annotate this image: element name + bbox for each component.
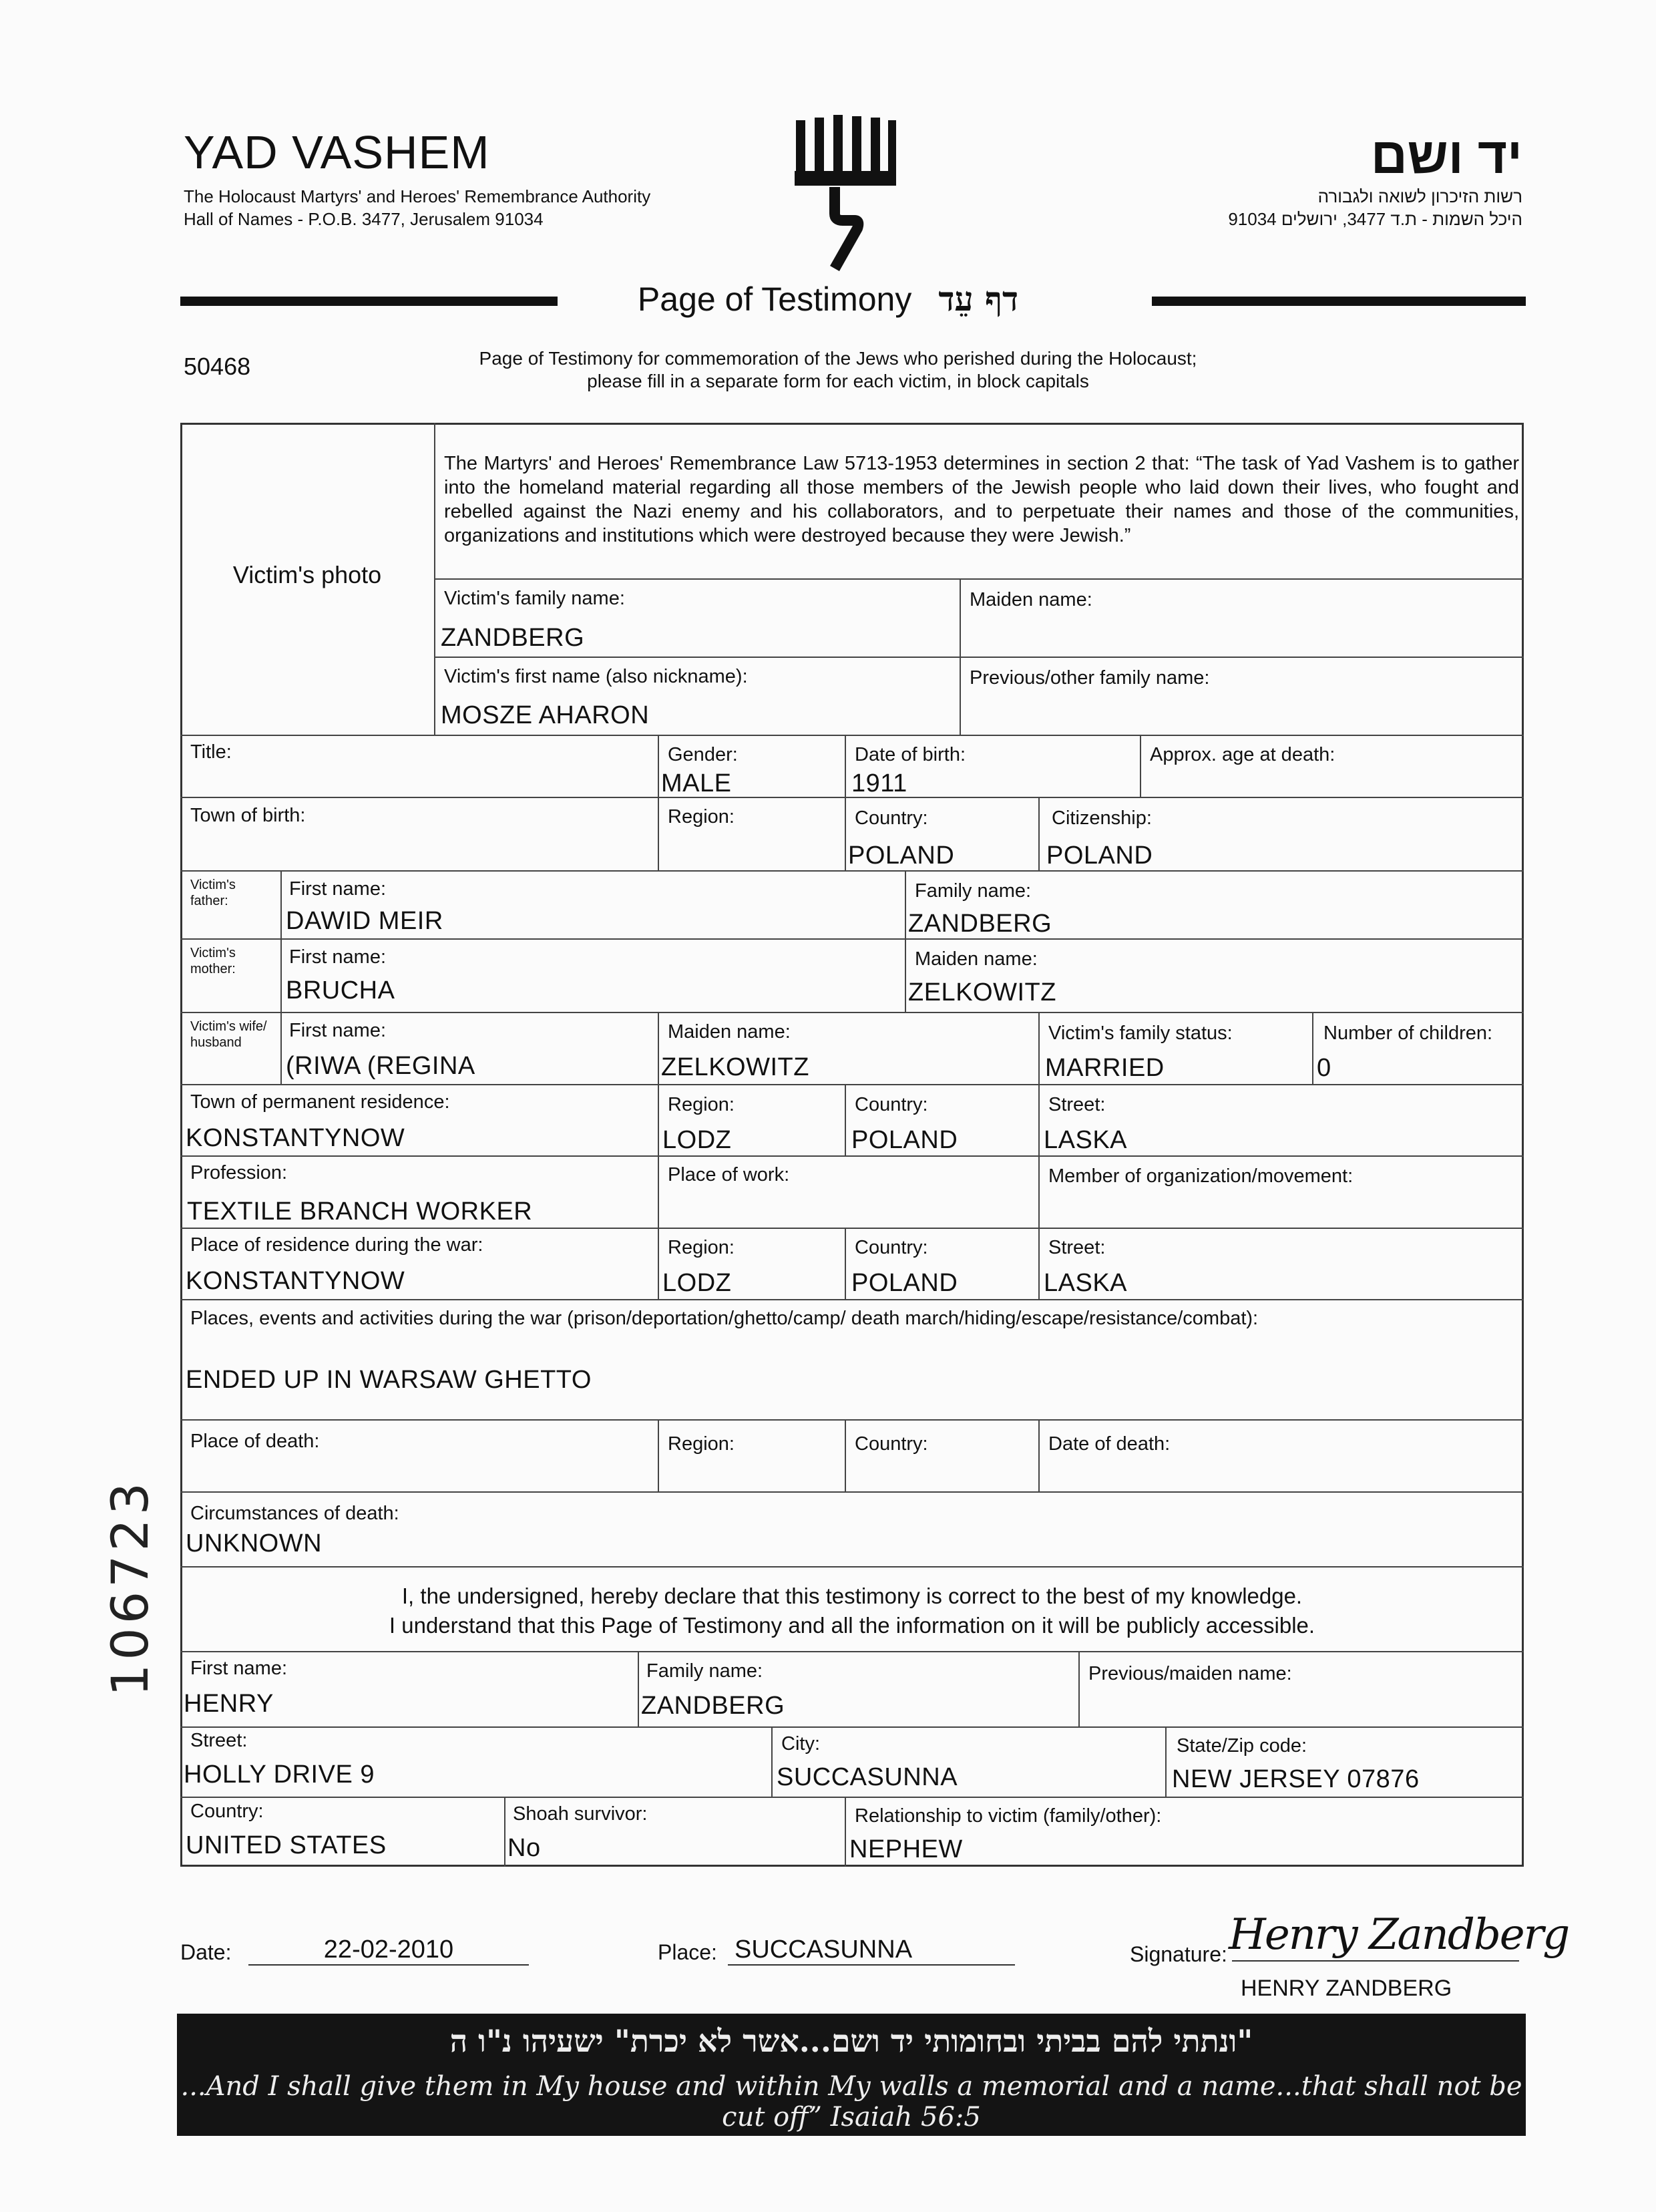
- relationship-label: Relationship to victim (family/other):: [855, 1805, 1162, 1827]
- line: [180, 1012, 1524, 1013]
- gender-value[interactable]: MALE: [661, 769, 732, 797]
- org-address: [184, 185, 650, 230]
- citizenship-label: Citizenship:: [1052, 807, 1152, 829]
- first-name-label: Victim's first name (also nickname):: [444, 666, 748, 687]
- signature-label: Signature:: [1130, 1942, 1227, 1966]
- submitter-first-value[interactable]: HENRY: [184, 1690, 274, 1718]
- line: [434, 657, 1524, 658]
- war-residence-value[interactable]: KONSTANTYNOW: [186, 1267, 405, 1295]
- page-title: [0, 279, 1656, 319]
- submitter-family-value[interactable]: ZANDBERG: [641, 1692, 785, 1720]
- title-label: Title:: [190, 741, 232, 763]
- dob-value[interactable]: 1911: [851, 769, 907, 797]
- line: [280, 870, 282, 1084]
- line: [180, 1726, 1524, 1728]
- town-birth-label: Town of birth:: [190, 805, 306, 826]
- line: [845, 1419, 846, 1491]
- line: [1038, 1012, 1040, 1299]
- line: [180, 1566, 1524, 1568]
- law-text: The Martyrs' and Heroes' Remembrance Law 5713-1953 determines in section 2 that: “The task of Yad Vashem is to gather into the homeland material regarding all those members of the Jewish people who laid down their lives, who fought and rebelled against the Nazi enemy and his collaborators, and to perpetuate their names and those of the communities, organizations and institutions which were destroyed because they were Jewish.”: [444, 453, 1519, 546]
- line: [1038, 797, 1040, 870]
- spouse-first-value[interactable]: (RIWA (REGINA: [286, 1052, 475, 1080]
- line: [180, 1491, 1524, 1493]
- line: [504, 1797, 505, 1867]
- signature-name: HENRY ZANDBERG: [1241, 1976, 1452, 2001]
- hebrew-line2: היכל השמות - ת.ד 3477, ירושלים 91034: [1228, 209, 1522, 229]
- family-name-value[interactable]: ZANDBERG: [441, 624, 585, 652]
- quote-banner: [177, 2014, 1526, 2136]
- handwritten-number: 106723: [100, 1478, 160, 1696]
- father-side-label: Victim's father:: [190, 878, 236, 908]
- line: [180, 870, 1524, 872]
- line: [658, 1012, 659, 1299]
- line: [180, 938, 1524, 940]
- war-region-label: Region:: [668, 1237, 735, 1258]
- declaration-line2: I understand that this Page of Testimony and all the information on it will be publicly accessible.: [389, 1613, 1315, 1638]
- profession-label: Profession:: [190, 1162, 288, 1183]
- citizenship-value[interactable]: POLAND: [1046, 842, 1153, 870]
- org-line1: The Holocaust Martyrs' and Heroes' Remembrance Authority: [184, 186, 651, 206]
- line: [180, 1228, 1524, 1229]
- war-street-label: Street:: [1048, 1237, 1106, 1258]
- declaration-line1: I, the undersigned, hereby declare that this testimony is correct to the best of my knowledge.: [401, 1584, 1303, 1608]
- line: [180, 1419, 1524, 1421]
- handwritten-signature: Henry Zandberg: [1229, 1910, 1569, 1960]
- dob-label: Date of birth:: [855, 744, 966, 765]
- line: [1038, 1419, 1040, 1491]
- line: [960, 578, 961, 735]
- menorah-logo-icon: [788, 114, 901, 274]
- line: [845, 735, 846, 870]
- line: [180, 1651, 1524, 1652]
- events-label: Places, events and activities during the war (prison/deportation/ghetto/camp/ death march/hiding/escape/resistance/combat):: [190, 1308, 1259, 1329]
- intro-line1: Page of Testimony for commemoration of the Jews who perished during the Holocaust;: [479, 348, 1197, 369]
- mother-maiden-label: Maiden name:: [915, 948, 1038, 970]
- hebrew-org-name: יד ושם: [1370, 128, 1522, 184]
- page-title-he: דף עֵד: [938, 279, 1019, 319]
- residence-region-label: Region:: [668, 1094, 735, 1115]
- father-first-value[interactable]: DAWID MEIR: [286, 907, 443, 935]
- line: [845, 1084, 846, 1155]
- line: [905, 870, 906, 1012]
- events-value[interactable]: ENDED UP IN WARSAW GHETTO: [186, 1366, 592, 1394]
- profession-value[interactable]: TEXTILE BRANCH WORKER: [187, 1197, 533, 1226]
- residence-region-value[interactable]: LODZ: [662, 1126, 732, 1154]
- org-line2: Hall of Names - P.O.B. 3477, Jerusalem 91034: [184, 209, 544, 229]
- place-label: Place:: [658, 1940, 717, 1964]
- age-label: Approx. age at death:: [1150, 744, 1335, 765]
- war-region-value[interactable]: LODZ: [662, 1269, 732, 1297]
- spouse-first-label: First name:: [289, 1020, 387, 1041]
- submitter-state-value[interactable]: NEW JERSEY 07876: [1172, 1765, 1420, 1793]
- place-of-work-label: Place of work:: [668, 1164, 790, 1185]
- residence-town-value[interactable]: KONSTANTYNOW: [186, 1124, 405, 1152]
- submitter-country-label: Country:: [190, 1801, 264, 1822]
- residence-country-label: Country:: [855, 1094, 928, 1115]
- submitter-prev-label: Previous/maiden name:: [1088, 1663, 1292, 1684]
- circumstances-label: Circumstances of death:: [190, 1503, 399, 1524]
- mother-maiden-value[interactable]: ZELKOWITZ: [908, 978, 1056, 1006]
- line: [434, 578, 1524, 580]
- survivor-label: Shoah survivor:: [513, 1803, 648, 1825]
- line: [1165, 1726, 1167, 1797]
- line: [434, 423, 435, 735]
- org-name: YAD VASHEM: [184, 126, 490, 178]
- banner-hebrew: "ונתתי להם בביתי ובחומותי יד ושם...אשר לא יכרת" ישעיהו נ"ו ה: [449, 2023, 1253, 2059]
- gender-label: Gender:: [668, 744, 738, 765]
- father-family-label: Family name:: [915, 880, 1032, 902]
- submitter-city-value[interactable]: SUCCASUNNA: [777, 1763, 958, 1791]
- line: [771, 1726, 773, 1797]
- father-first-label: First name:: [289, 878, 387, 900]
- region-birth-label: Region:: [668, 806, 735, 827]
- line: [1140, 735, 1141, 797]
- relationship-value[interactable]: NEPHEW: [849, 1835, 963, 1863]
- date-of-death-label: Date of death:: [1048, 1433, 1171, 1455]
- line: [638, 1651, 639, 1726]
- submitter-first-label: First name:: [190, 1658, 288, 1679]
- family-status-value[interactable]: MARRIED: [1045, 1054, 1165, 1082]
- children-value[interactable]: 0: [1317, 1054, 1331, 1082]
- line: [180, 735, 1524, 736]
- country-birth-label: Country:: [855, 807, 928, 829]
- death-country-label: Country:: [855, 1433, 928, 1455]
- circumstances-value[interactable]: UNKNOWN: [186, 1529, 323, 1557]
- residence-street-value[interactable]: LASKA: [1044, 1126, 1128, 1154]
- mother-side-label: Victim's mother:: [190, 946, 236, 976]
- war-residence-label: Place of residence during the war:: [190, 1234, 483, 1256]
- date-value[interactable]: 22-02-2010: [248, 1936, 529, 1966]
- country-birth-value[interactable]: POLAND: [848, 842, 955, 870]
- line: [658, 735, 659, 870]
- mother-first-label: First name:: [289, 946, 387, 968]
- line: [845, 1797, 846, 1867]
- first-name-value[interactable]: MOSZE AHARON: [441, 701, 650, 729]
- declaration: [180, 1582, 1524, 1640]
- banner-english: ...And I shall give them in My house and within My walls a memorial and a name...that shall not be cut off” Isaiah 56:5: [180, 2071, 1522, 2133]
- submitter-street-value[interactable]: HOLLY DRIVE 9: [184, 1761, 375, 1789]
- signature-line: [1232, 1960, 1519, 1962]
- place-of-death-label: Place of death:: [190, 1431, 320, 1452]
- form-number: 50468: [184, 353, 251, 380]
- intro-text: [427, 347, 1249, 393]
- spouse-side-label: Victim's wife/ husband: [190, 1019, 267, 1050]
- line: [1312, 1012, 1313, 1084]
- father-family-value[interactable]: ZANDBERG: [908, 910, 1052, 938]
- submitter-family-label: Family name:: [646, 1660, 763, 1682]
- photo-label: Victim's photo: [232, 561, 382, 588]
- line: [180, 1084, 1524, 1085]
- family-status-label: Victim's family status:: [1048, 1023, 1233, 1044]
- line: [658, 1419, 659, 1491]
- member-org-label: Member of organization/movement:: [1048, 1165, 1354, 1187]
- war-country-value[interactable]: POLAND: [851, 1269, 958, 1297]
- survivor-value[interactable]: No: [507, 1834, 541, 1862]
- hebrew-line1: רשות הזיכרון לשואה ולגבורה: [1317, 186, 1522, 206]
- date-label: Date:: [180, 1940, 232, 1964]
- line: [180, 1797, 1524, 1798]
- submitter-state-label: State/Zip code:: [1177, 1735, 1307, 1757]
- prev-family-label: Previous/other family name:: [970, 667, 1210, 689]
- line: [180, 1299, 1524, 1300]
- mother-first-value[interactable]: BRUCHA: [286, 976, 395, 1004]
- hebrew-org-address: [1228, 185, 1522, 230]
- residence-street-label: Street:: [1048, 1094, 1106, 1115]
- death-region-label: Region:: [668, 1433, 735, 1455]
- submitter-city-label: City:: [781, 1733, 820, 1755]
- residence-country-value[interactable]: POLAND: [851, 1126, 958, 1154]
- line: [1078, 1651, 1080, 1726]
- submitter-country-value[interactable]: UNITED STATES: [186, 1831, 387, 1859]
- place-value[interactable]: SUCCASUNNA: [728, 1936, 1015, 1966]
- line: [180, 1155, 1524, 1157]
- war-country-label: Country:: [855, 1237, 928, 1258]
- submitter-street-label: Street:: [190, 1730, 248, 1751]
- page-title-en: Page of Testimony: [637, 281, 912, 318]
- intro-line2: please fill in a separate form for each victim, in block capitals: [587, 371, 1089, 391]
- spouse-maiden-value[interactable]: ZELKOWITZ: [661, 1053, 809, 1081]
- maiden-name-label: Maiden name:: [970, 589, 1092, 610]
- family-name-label: Victim's family name:: [444, 588, 625, 609]
- residence-town-label: Town of permanent residence:: [190, 1091, 450, 1113]
- line: [845, 1228, 846, 1299]
- war-street-value[interactable]: LASKA: [1044, 1269, 1128, 1297]
- children-label: Number of children:: [1323, 1023, 1493, 1044]
- spouse-maiden-label: Maiden name:: [668, 1021, 791, 1043]
